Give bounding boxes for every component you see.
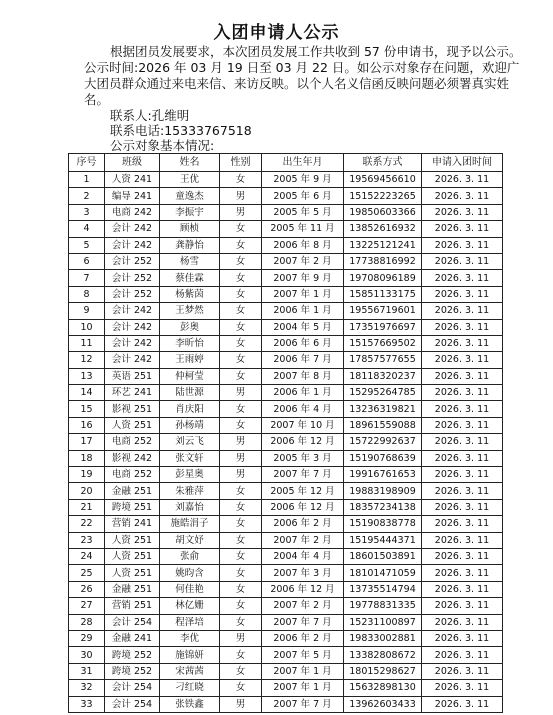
- contact-phone: 联系电话:15333767518: [110, 123, 252, 138]
- phone-cell: 17857577655: [344, 352, 422, 368]
- name-cell: 王雨婷: [160, 352, 220, 368]
- class-cell: 会计 242: [105, 237, 160, 253]
- intro-text: 根据团员发展要求，本次团员发展工作共收到 57 份申请书，现予以公示。公示时间:2026 年 03 月 19 日至 03 月 22 日。如公示对象存在问题，欢迎广大团员群众通过来电来信、来访反映。以个人名义信函反映问题必须署真实姓名。: [84, 44, 522, 107]
- apply-date-cell: 2026. 3. 11: [422, 303, 503, 319]
- birth-cell: 2007 年 10 月: [262, 417, 344, 433]
- phone-cell: 13225121241: [344, 237, 422, 253]
- apply-date-cell: 2026. 3. 11: [422, 680, 503, 696]
- gender-cell: 女: [220, 221, 262, 237]
- apply-date-cell: 2026. 3. 11: [422, 188, 503, 204]
- table-row: [69, 565, 503, 581]
- birth-cell: 2006 年 12 月: [262, 434, 344, 450]
- birth-cell: 2006 年 8 月: [262, 237, 344, 253]
- row-number: 6: [69, 253, 105, 269]
- phone-cell: 18015298627: [344, 663, 422, 679]
- table-row: [69, 204, 503, 220]
- apply-date-cell: 2026. 3. 11: [422, 368, 503, 384]
- gender-cell: 女: [220, 516, 262, 532]
- name-cell: 李振宇: [160, 204, 220, 220]
- apply-date-cell: 2026. 3. 11: [422, 434, 503, 450]
- row-number: 30: [69, 647, 105, 663]
- class-cell: 人资 251: [105, 565, 160, 581]
- row-number: 13: [69, 368, 105, 384]
- row-number: 15: [69, 401, 105, 417]
- birth-cell: 2005 年 11 月: [262, 221, 344, 237]
- phone-cell: 18118320237: [344, 368, 422, 384]
- gender-cell: 女: [220, 565, 262, 581]
- birth-cell: 2006 年 7 月: [262, 352, 344, 368]
- birth-cell: 2007 年 2 月: [262, 598, 344, 614]
- phone-cell: 15195444371: [344, 532, 422, 548]
- class-cell: 会计 252: [105, 253, 160, 269]
- table-row: [69, 450, 503, 466]
- table-row: [69, 467, 503, 483]
- name-cell: 孙杨靖: [160, 417, 220, 433]
- gender-cell: 女: [220, 303, 262, 319]
- gender-cell: 女: [220, 663, 262, 679]
- phone-cell: 15295264785: [344, 385, 422, 401]
- row-number: 17: [69, 434, 105, 450]
- row-number: 28: [69, 614, 105, 630]
- birth-cell: 2006 年 12 月: [262, 499, 344, 515]
- birth-cell: 2007 年 1 月: [262, 663, 344, 679]
- row-number: 26: [69, 581, 105, 597]
- name-cell: 朱雅萍: [160, 483, 220, 499]
- apply-date-cell: 2026. 3. 11: [422, 352, 503, 368]
- birth-cell: 2005 年 5 月: [262, 204, 344, 220]
- header-cell: 序号: [69, 154, 105, 172]
- phone-cell: 19916761653: [344, 467, 422, 483]
- table-caption: 公示对象基本情况:: [110, 138, 215, 153]
- birth-cell: 2006 年 12 月: [262, 581, 344, 597]
- apply-date-cell: 2026. 3. 11: [422, 696, 503, 712]
- birth-cell: 2007 年 8 月: [262, 368, 344, 384]
- gender-cell: 男: [220, 204, 262, 220]
- table-row: [69, 172, 503, 188]
- name-cell: 杨雪: [160, 253, 220, 269]
- row-number: 21: [69, 499, 105, 515]
- name-cell: 张俞: [160, 548, 220, 564]
- class-cell: 会计 254: [105, 696, 160, 712]
- phone-cell: 18961559088: [344, 417, 422, 433]
- applicant-table: [68, 153, 503, 713]
- table-row: [69, 680, 503, 696]
- table-row: [69, 630, 503, 646]
- name-cell: 施锦妍: [160, 647, 220, 663]
- table-row: [69, 499, 503, 515]
- apply-date-cell: 2026. 3. 11: [422, 516, 503, 532]
- gender-cell: 女: [220, 581, 262, 597]
- row-number: 3: [69, 204, 105, 220]
- apply-date-cell: 2026. 3. 11: [422, 483, 503, 499]
- row-number: 23: [69, 532, 105, 548]
- class-cell: 人资 251: [105, 417, 160, 433]
- gender-cell: 女: [220, 335, 262, 351]
- name-cell: 程泽培: [160, 614, 220, 630]
- apply-date-cell: 2026. 3. 11: [422, 598, 503, 614]
- table-row: [69, 548, 503, 564]
- class-cell: 会计 254: [105, 614, 160, 630]
- phone-cell: 19883198909: [344, 483, 422, 499]
- page-title: 入团申请人公示: [213, 23, 340, 43]
- name-cell: 龚静怡: [160, 237, 220, 253]
- birth-cell: 2006 年 1 月: [262, 385, 344, 401]
- class-cell: 英语 251: [105, 368, 160, 384]
- name-cell: 姚昀含: [160, 565, 220, 581]
- row-number: 31: [69, 663, 105, 679]
- row-number: 16: [69, 417, 105, 433]
- table-row: [69, 614, 503, 630]
- phone-cell: 15157669502: [344, 335, 422, 351]
- apply-date-cell: 2026. 3. 11: [422, 499, 503, 515]
- table-row: [69, 188, 503, 204]
- class-cell: 会计 254: [105, 680, 160, 696]
- apply-date-cell: 2026. 3. 11: [422, 237, 503, 253]
- name-cell: 彭星奥: [160, 467, 220, 483]
- name-cell: 胡文妤: [160, 532, 220, 548]
- class-cell: 会计 242: [105, 352, 160, 368]
- name-cell: 林亿姗: [160, 598, 220, 614]
- gender-cell: 男: [220, 385, 262, 401]
- table-row: [69, 417, 503, 433]
- birth-cell: 2007 年 1 月: [262, 286, 344, 302]
- gender-cell: 男: [220, 696, 262, 712]
- apply-date-cell: 2026. 3. 11: [422, 221, 503, 237]
- phone-cell: 13852616932: [344, 221, 422, 237]
- table-row: [69, 270, 503, 286]
- name-cell: 肖庆阳: [160, 401, 220, 417]
- name-cell: 蔡佳霖: [160, 270, 220, 286]
- class-cell: 编导 241: [105, 188, 160, 204]
- table-row: [69, 368, 503, 384]
- class-cell: 会计 242: [105, 303, 160, 319]
- name-cell: 王梦然: [160, 303, 220, 319]
- class-cell: 人资 241: [105, 172, 160, 188]
- class-cell: 营销 241: [105, 516, 160, 532]
- gender-cell: 女: [220, 401, 262, 417]
- table-row: [69, 532, 503, 548]
- phone-cell: 18357234138: [344, 499, 422, 515]
- row-number: 2: [69, 188, 105, 204]
- birth-cell: 2006 年 1 月: [262, 303, 344, 319]
- apply-date-cell: 2026. 3. 11: [422, 450, 503, 466]
- class-cell: 跨境 252: [105, 647, 160, 663]
- class-cell: 环艺 241: [105, 385, 160, 401]
- header-cell: 性别: [220, 154, 262, 172]
- phone-cell: 19556719601: [344, 303, 422, 319]
- table-row: [69, 598, 503, 614]
- birth-cell: 2005 年 12 月: [262, 483, 344, 499]
- apply-date-cell: 2026. 3. 11: [422, 385, 503, 401]
- class-cell: 会计 242: [105, 221, 160, 237]
- table-row: [69, 253, 503, 269]
- birth-cell: 2007 年 9 月: [262, 270, 344, 286]
- phone-cell: 18101471059: [344, 565, 422, 581]
- row-number: 29: [69, 630, 105, 646]
- apply-date-cell: 2026. 3. 11: [422, 532, 503, 548]
- apply-date-cell: 2026. 3. 11: [422, 647, 503, 663]
- apply-date-cell: 2026. 3. 11: [422, 614, 503, 630]
- phone-cell: 13735514794: [344, 581, 422, 597]
- phone-cell: 15851133175: [344, 286, 422, 302]
- table-row: [69, 483, 503, 499]
- birth-cell: 2004 年 4 月: [262, 548, 344, 564]
- birth-cell: 2007 年 1 月: [262, 680, 344, 696]
- class-cell: 金融 251: [105, 483, 160, 499]
- row-number: 32: [69, 680, 105, 696]
- name-cell: 刁红晓: [160, 680, 220, 696]
- gender-cell: 女: [220, 680, 262, 696]
- row-number: 8: [69, 286, 105, 302]
- gender-cell: 女: [220, 614, 262, 630]
- apply-date-cell: 2026. 3. 11: [422, 548, 503, 564]
- apply-date-cell: 2026. 3. 11: [422, 335, 503, 351]
- apply-date-cell: 2026. 3. 11: [422, 581, 503, 597]
- gender-cell: 女: [220, 286, 262, 302]
- phone-cell: 18601503891: [344, 548, 422, 564]
- table-row: [69, 352, 503, 368]
- table-header-row: [69, 154, 503, 172]
- class-cell: 影视 242: [105, 450, 160, 466]
- row-number: 33: [69, 696, 105, 712]
- name-cell: 张铁鑫: [160, 696, 220, 712]
- table-row: [69, 385, 503, 401]
- phone-cell: 13236319821: [344, 401, 422, 417]
- apply-date-cell: 2026. 3. 11: [422, 172, 503, 188]
- name-cell: 仲柯莹: [160, 368, 220, 384]
- apply-date-cell: 2026. 3. 11: [422, 253, 503, 269]
- row-number: 7: [69, 270, 105, 286]
- table-row: [69, 335, 503, 351]
- row-number: 10: [69, 319, 105, 335]
- row-number: 22: [69, 516, 105, 532]
- gender-cell: 男: [220, 467, 262, 483]
- phone-cell: 19850603366: [344, 204, 422, 220]
- class-cell: 人资 251: [105, 532, 160, 548]
- table-row: [69, 696, 503, 712]
- gender-cell: 男: [220, 630, 262, 646]
- name-cell: 童逸杰: [160, 188, 220, 204]
- apply-date-cell: 2026. 3. 11: [422, 204, 503, 220]
- birth-cell: 2007 年 2 月: [262, 532, 344, 548]
- header-cell: 班级: [105, 154, 160, 172]
- gender-cell: 女: [220, 483, 262, 499]
- apply-date-cell: 2026. 3. 11: [422, 417, 503, 433]
- birth-cell: 2005 年 9 月: [262, 172, 344, 188]
- gender-cell: 女: [220, 172, 262, 188]
- name-cell: 王优: [160, 172, 220, 188]
- table-body: [69, 172, 503, 713]
- table-row: [69, 221, 503, 237]
- birth-cell: 2007 年 7 月: [262, 696, 344, 712]
- row-number: 20: [69, 483, 105, 499]
- row-number: 9: [69, 303, 105, 319]
- class-cell: 会计 242: [105, 335, 160, 351]
- contact-person: 联系人:孔维明: [110, 108, 190, 123]
- gender-cell: 男: [220, 434, 262, 450]
- birth-cell: 2004 年 5 月: [262, 319, 344, 335]
- row-number: 19: [69, 467, 105, 483]
- birth-cell: 2007 年 5 月: [262, 647, 344, 663]
- gender-cell: 男: [220, 450, 262, 466]
- table-row: [69, 286, 503, 302]
- table-row: [69, 647, 503, 663]
- header-cell: 申请入团时间: [422, 154, 503, 172]
- birth-cell: 2007 年 3 月: [262, 565, 344, 581]
- row-number: 5: [69, 237, 105, 253]
- birth-cell: 2006 年 2 月: [262, 630, 344, 646]
- name-cell: 何佳艳: [160, 581, 220, 597]
- class-cell: 人资 251: [105, 548, 160, 564]
- table-row: [69, 401, 503, 417]
- gender-cell: 女: [220, 253, 262, 269]
- gender-cell: 女: [220, 270, 262, 286]
- apply-date-cell: 2026. 3. 11: [422, 270, 503, 286]
- birth-cell: 2006 年 4 月: [262, 401, 344, 417]
- name-cell: 李昕怡: [160, 335, 220, 351]
- table-row: [69, 237, 503, 253]
- row-number: 4: [69, 221, 105, 237]
- gender-cell: 女: [220, 417, 262, 433]
- apply-date-cell: 2026. 3. 11: [422, 663, 503, 679]
- gender-cell: 女: [220, 237, 262, 253]
- name-cell: 刘云飞: [160, 434, 220, 450]
- header-cell: 联系方式: [344, 154, 422, 172]
- name-cell: 顾桢: [160, 221, 220, 237]
- phone-cell: 15190838778: [344, 516, 422, 532]
- apply-date-cell: 2026. 3. 11: [422, 565, 503, 581]
- apply-date-cell: 2026. 3. 11: [422, 401, 503, 417]
- gender-cell: 女: [220, 319, 262, 335]
- header-cell: 姓名: [160, 154, 220, 172]
- gender-cell: 女: [220, 532, 262, 548]
- phone-cell: 19708096189: [344, 270, 422, 286]
- apply-date-cell: 2026. 3. 11: [422, 286, 503, 302]
- class-cell: 金融 241: [105, 630, 160, 646]
- class-cell: 会计 252: [105, 270, 160, 286]
- table-row: [69, 516, 503, 532]
- birth-cell: 2007 年 7 月: [262, 467, 344, 483]
- class-cell: 会计 242: [105, 319, 160, 335]
- apply-date-cell: 2026. 3. 11: [422, 319, 503, 335]
- name-cell: 李优: [160, 630, 220, 646]
- table-row: [69, 303, 503, 319]
- phone-cell: 17351976697: [344, 319, 422, 335]
- name-cell: 杨紫茵: [160, 286, 220, 302]
- class-cell: 影视 251: [105, 401, 160, 417]
- name-cell: 施皓涓子: [160, 516, 220, 532]
- table-row: [69, 581, 503, 597]
- phone-cell: 19569456610: [344, 172, 422, 188]
- table-row: [69, 319, 503, 335]
- phone-cell: 19778831335: [344, 598, 422, 614]
- row-number: 18: [69, 450, 105, 466]
- phone-cell: 13382808672: [344, 647, 422, 663]
- row-number: 1: [69, 172, 105, 188]
- row-number: 14: [69, 385, 105, 401]
- gender-cell: 女: [220, 647, 262, 663]
- birth-cell: 2007 年 2 月: [262, 253, 344, 269]
- apply-date-cell: 2026. 3. 11: [422, 467, 503, 483]
- class-cell: 电商 252: [105, 434, 160, 450]
- class-cell: 金融 251: [105, 581, 160, 597]
- phone-cell: 15722992637: [344, 434, 422, 450]
- gender-cell: 女: [220, 548, 262, 564]
- class-cell: 营销 251: [105, 598, 160, 614]
- phone-cell: 15632898130: [344, 680, 422, 696]
- row-number: 25: [69, 565, 105, 581]
- name-cell: 张文轩: [160, 450, 220, 466]
- name-cell: 彭奥: [160, 319, 220, 335]
- birth-cell: 2006 年 2 月: [262, 516, 344, 532]
- gender-cell: 女: [220, 368, 262, 384]
- row-number: 11: [69, 335, 105, 351]
- gender-cell: 女: [220, 499, 262, 515]
- gender-cell: 女: [220, 598, 262, 614]
- row-number: 12: [69, 352, 105, 368]
- phone-cell: 17738816992: [344, 253, 422, 269]
- row-number: 24: [69, 548, 105, 564]
- birth-cell: 2005 年 3 月: [262, 450, 344, 466]
- class-cell: 会计 252: [105, 286, 160, 302]
- name-cell: 陆世源: [160, 385, 220, 401]
- row-number: 27: [69, 598, 105, 614]
- phone-cell: 15231100897: [344, 614, 422, 630]
- apply-date-cell: 2026. 3. 11: [422, 630, 503, 646]
- name-cell: 刘嘉怡: [160, 499, 220, 515]
- class-cell: 跨境 251: [105, 499, 160, 515]
- gender-cell: 女: [220, 352, 262, 368]
- birth-cell: 2006 年 6 月: [262, 335, 344, 351]
- phone-cell: 15152223265: [344, 188, 422, 204]
- phone-cell: 19833002881: [344, 630, 422, 646]
- gender-cell: 男: [220, 188, 262, 204]
- phone-cell: 15190768639: [344, 450, 422, 466]
- class-cell: 电商 242: [105, 204, 160, 220]
- header-cell: 出生年月: [262, 154, 344, 172]
- intro-paragraph: [84, 44, 524, 108]
- phone-cell: 13962603433: [344, 696, 422, 712]
- table-row: [69, 663, 503, 679]
- name-cell: 宋茜茜: [160, 663, 220, 679]
- class-cell: 电商 252: [105, 467, 160, 483]
- class-cell: 跨境 252: [105, 663, 160, 679]
- table-row: [69, 434, 503, 450]
- birth-cell: 2005 年 6 月: [262, 188, 344, 204]
- birth-cell: 2007 年 7 月: [262, 614, 344, 630]
